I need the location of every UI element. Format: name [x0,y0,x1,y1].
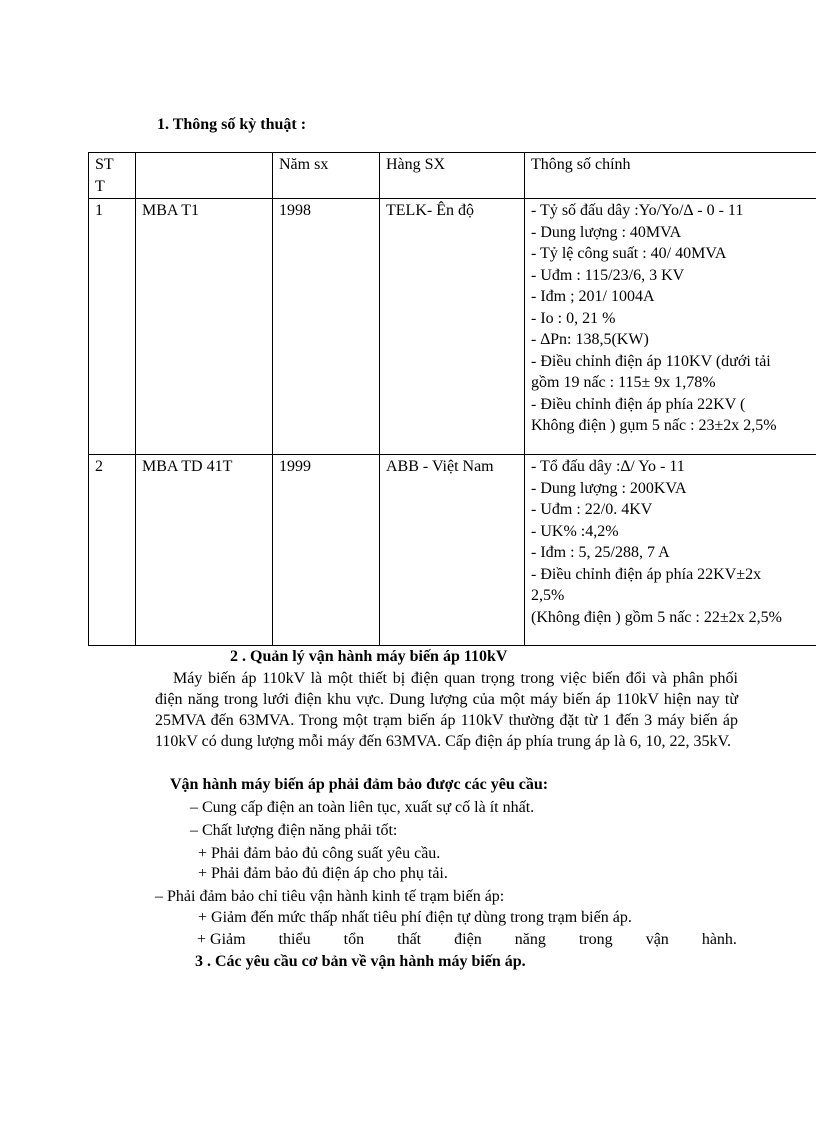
cell-stt: 1 [89,199,136,455]
word: điện [454,931,482,948]
word: + Giảm [197,931,246,948]
param-line: - Iđm : 5, 25/288, 7 A [531,544,670,561]
requirement-item: – Chất lượng điện năng phải tốt: [190,822,398,839]
header-params: Thông số chính [525,153,816,199]
table-row [89,455,816,646]
param-line: - UK% :4,2% [531,522,619,540]
specs-table [88,152,816,646]
word: vận [645,931,669,948]
cell-name: MBA TD 41T [136,455,273,646]
header-name [136,153,273,199]
param-line: - Dung lượng : 200KVA [531,479,687,497]
word: thiểu [278,931,311,948]
word: hành. [701,931,737,948]
requirement-sub-item: + Giảm đến mức thấp nhất tiêu phí điện tự dùng trong trạm biến áp. [198,909,632,926]
requirement-sub-item: + Phải đảm bảo đủ công suất yêu cầu. [198,845,441,862]
requirement-sub-item: + Phải đảm bảo đủ điện áp cho phụ tải. [198,865,448,882]
word: tổn [343,931,365,948]
table-header-row [89,153,816,199]
param-line: - Dung lượng : 40MVA [531,223,682,241]
word: năng [514,931,546,948]
header-year: Năm sx [273,153,380,199]
section-2-paragraph [155,668,738,752]
cell-maker: TELK- Ên độ [380,199,525,455]
param-line: - Điều chỉnh điện áp phía 22KV ( [531,395,746,413]
cell-params [525,455,816,646]
param-line: - Tỷ số đấu dây :Yo/Yo/∆ - 0 - 11 [531,202,744,219]
cell-maker: ABB - Việt Nam [380,455,525,646]
requirement-item: – Cung cấp điện an toàn liên tục, xuất sự cố là ít nhất. [190,799,535,816]
param-line: Không điện ) gụm 5 nấc : 23±2x 2,5% [531,417,777,434]
header-maker: Hàng SX [380,153,525,199]
param-line: 2,5% [531,587,565,604]
paragraph-text: Máy biến áp 110kV là một thiết bị điện quan trọng trong việc biến đổi và phân phối điện năng trong lưới điện khu vực. Dung lượng của một máy biến áp 110kV hiện nay từ 25MVA đến 63MVA. Trong một trạm biến áp 110kV thường đặt từ 1 đến 3 máy biến áp 110kV có dung lượng mỗi máy đến 63MVA. Cấp điện áp phía trung áp là 6, 10, 22, 35kV. [155,670,738,750]
cell-name: MBA T1 [136,199,273,455]
requirement-item: – Phải đảm bảo chỉ tiêu vận hành kinh tế trạm biến áp: [155,888,505,905]
param-line: - Tỷ lệ công suất : 40/ 40MVA [531,245,727,262]
param-line: - Io : 0, 21 % [531,309,616,327]
cell-params [525,199,816,455]
section-1-title: 1. Thông số kỳ thuật : [157,116,307,133]
param-line: - Uđm : 22/0. 4KV [531,501,653,518]
cell-year: 1999 [273,455,380,646]
cell-stt: 2 [89,455,136,646]
section-3-title: 3 . Các yêu cầu cơ bản về vận hành máy biến áp. [195,953,526,970]
table-row [89,199,816,455]
word: trong [578,931,613,948]
param-line: - Uđm : 115/23/6, 3 KV [531,266,685,284]
param-line: - Iđm ; 201/ 1004A [531,288,655,305]
param-line: - Tổ đấu dây :∆/ Yo - 11 [531,458,685,475]
param-line: - Điều chỉnh điện áp 110KV (dưới tải [531,352,771,370]
requirements-title: Vận hành máy biến áp phải đảm bảo được các yêu cầu: [170,776,549,793]
section-2-title: 2 . Quản lý vận hành máy biến áp 110kV [230,648,508,665]
param-line: (Không điện ) gồm 5 nấc : 22±2x 2,5% [531,608,782,626]
param-line: gồm 19 nấc : 115± 9x 1,78% [531,374,716,391]
param-line: - Điều chỉnh điện áp phía 22KV±2x [531,565,762,583]
word: thất [397,931,422,948]
requirement-sub-item-justified [197,931,737,949]
param-line: - ∆Pn: 138,5(KW) [531,331,649,348]
header-stt: ST T [89,153,136,199]
cell-year: 1998 [273,199,380,455]
